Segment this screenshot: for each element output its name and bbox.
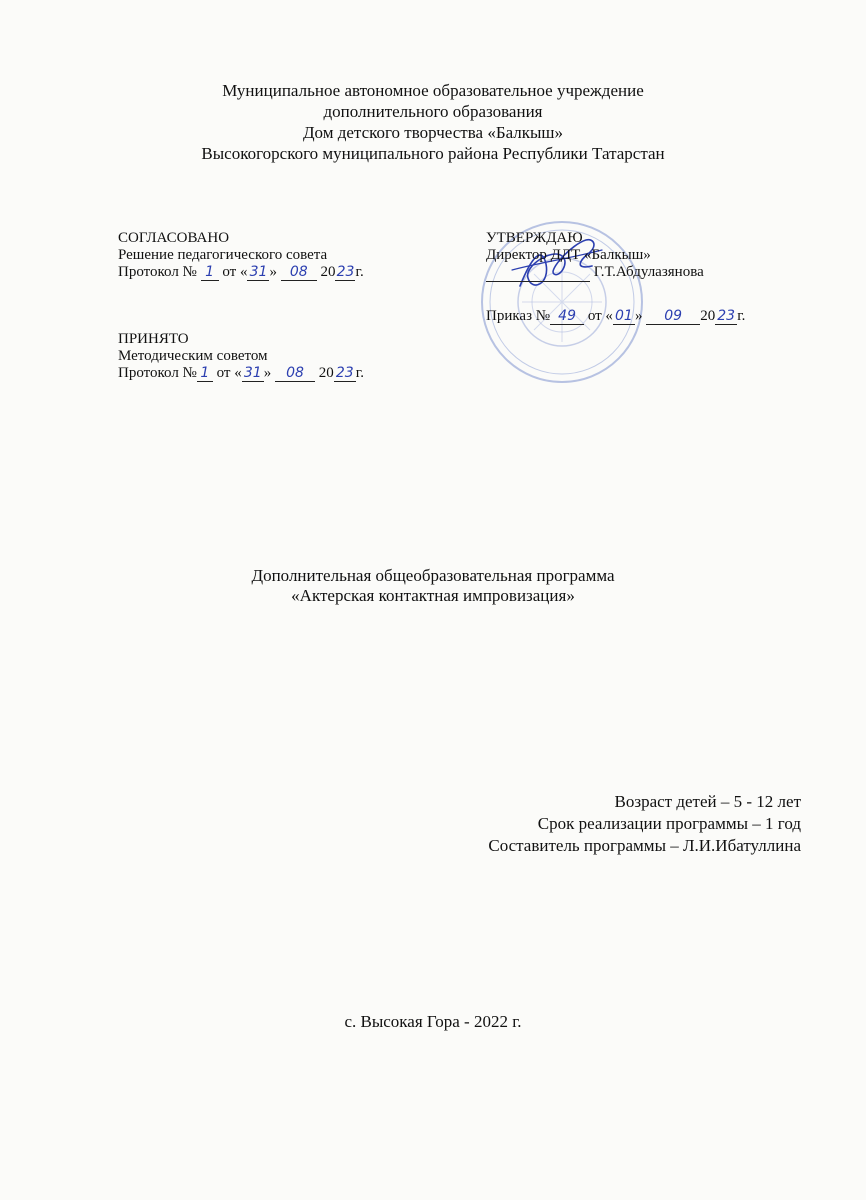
agreed-month: 08 [281, 265, 317, 281]
agreed-year: 23 [336, 264, 355, 280]
children-age: Возраст детей – 5 - 12 лет [614, 792, 801, 811]
agreed-day: 31 [247, 265, 269, 281]
accepted-block [118, 331, 364, 382]
approved-name: Г.Т.Абдулазянова [593, 264, 704, 280]
header-line-3: Дом детского творчества «Балкыш» [302, 123, 564, 142]
place-and-year: с. Высокая Гора - 2022 г. [344, 1012, 522, 1031]
accepted-month: 08 [275, 366, 315, 382]
program-title [0, 566, 866, 606]
approved-title: УТВЕРЖДАЮ [486, 230, 583, 246]
header-line-2: дополнительного образования [323, 102, 543, 121]
program-meta [488, 791, 801, 857]
approved-year: 23 [715, 309, 737, 325]
approved-month: 09 [646, 309, 700, 325]
agreed-title: СОГЛАСОВАНО [118, 230, 230, 246]
approved-position: Директор ДДТ «Балкыш» [486, 247, 651, 263]
accepted-protocol: Протокол № 1 от « 31 » 08 20 23 г. [118, 365, 364, 381]
agreed-decision: Решение педагогического совета [118, 247, 328, 263]
agreed-protocol-number: 1 [201, 265, 219, 281]
program-duration: Срок реализации программы – 1 год [537, 814, 801, 833]
program-line-2: «Актерская контактная импровизация» [291, 586, 575, 605]
institution-header [0, 80, 866, 164]
accepted-protocol-number: 1 [197, 366, 213, 382]
approved-order-number: 49 [550, 309, 584, 325]
accepted-year: 23 [334, 366, 356, 382]
approved-day: 01 [613, 309, 635, 325]
program-author: Составитель программы – Л.И.Ибатуллина [488, 836, 801, 855]
approved-order: Приказ № 49 от « 01 » 09 20 23 г. [486, 308, 746, 324]
accepted-title: ПРИНЯТО [118, 331, 189, 347]
header-line-4: Высокогорского муниципального района Республики Татарстан [201, 144, 665, 163]
approved-block [486, 230, 704, 282]
header-line-1: Муниципальное автономное образовательное учреждение [222, 81, 644, 100]
accepted-by: Методическим советом [118, 348, 268, 364]
accepted-day: 31 [242, 366, 264, 382]
approved-signature-line [486, 264, 704, 282]
agreed-block [118, 230, 364, 281]
program-line-1: Дополнительная общеобразовательная программа [251, 566, 615, 585]
agreed-protocol: Протокол № 1 от « 31 » 08 2023г. [118, 264, 364, 280]
